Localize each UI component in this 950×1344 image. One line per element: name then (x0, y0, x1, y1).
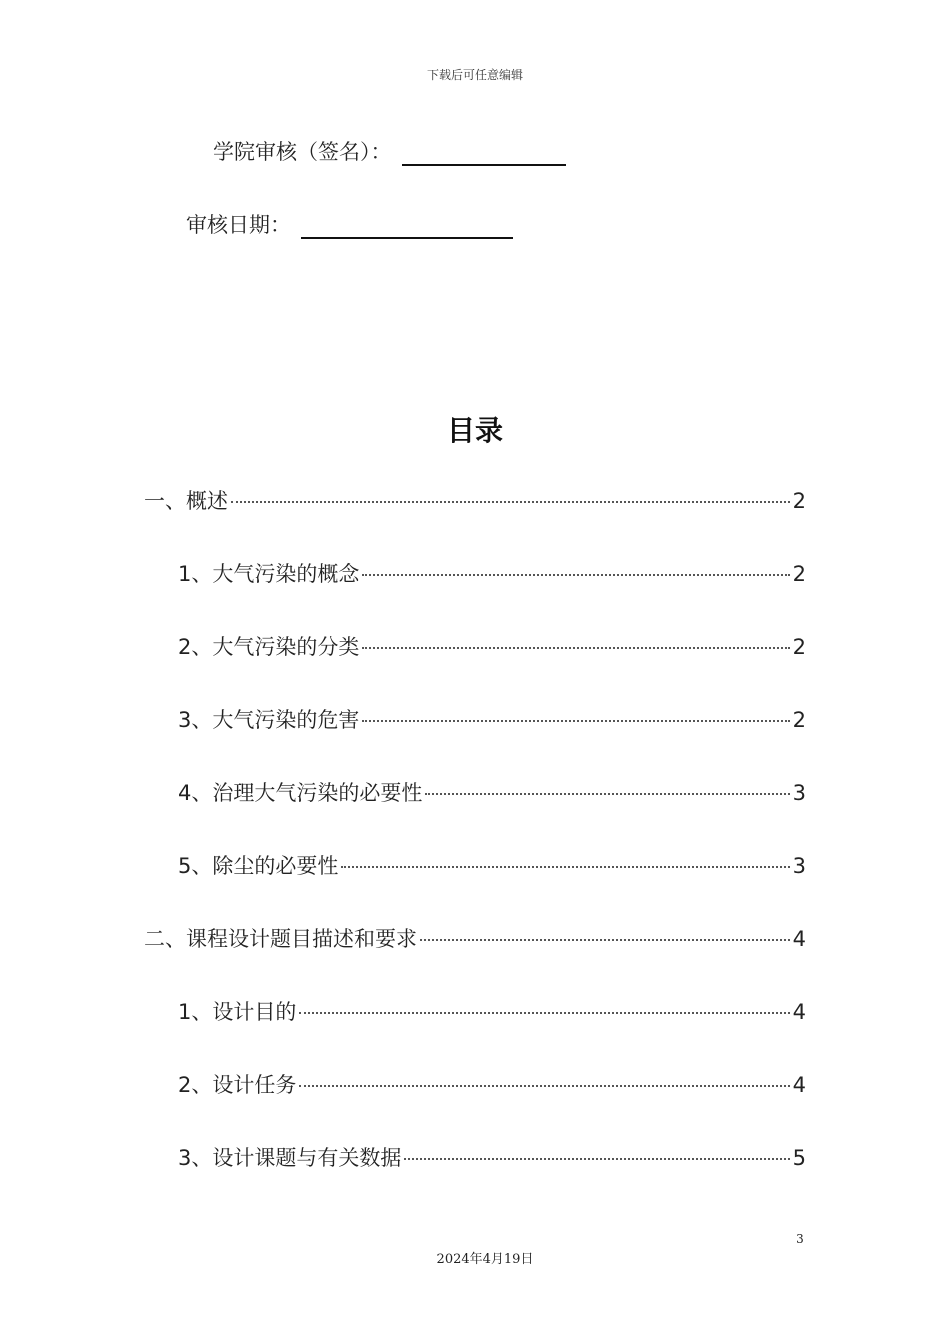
toc-entry[interactable] (178, 1142, 806, 1172)
toc-entry-page: 4 (792, 927, 806, 951)
toc-leader-dots (231, 501, 790, 503)
toc-leader-dots (362, 720, 789, 722)
toc-entry[interactable] (178, 631, 806, 661)
toc-leader-dots (299, 1085, 789, 1087)
toc-entry-page: 5 (792, 1146, 806, 1170)
toc-entry[interactable] (178, 850, 806, 880)
toc-leader-dots (420, 939, 790, 941)
toc-entry-label: 3、设计课题与有关数据 (178, 1146, 402, 1170)
toc-entry-label: 2、大气污染的分类 (178, 635, 360, 659)
review-date-line[interactable] (301, 211, 513, 239)
toc-leader-dots (362, 647, 789, 649)
toc-entry[interactable] (178, 1069, 806, 1099)
toc-entry-page: 4 (792, 1073, 806, 1097)
toc-entry[interactable] (178, 777, 806, 807)
toc-leader-dots (341, 866, 789, 868)
toc-leader-dots (299, 1012, 789, 1014)
footer-date: 2024年4月19日 (436, 1252, 534, 1267)
review-date-label: 审核日期： (186, 213, 291, 237)
toc-entry-label: 4、治理大气污染的必要性 (178, 781, 423, 805)
toc-title: 目录 (446, 414, 503, 447)
toc-entry-page: 2 (792, 489, 806, 513)
toc-entry[interactable] (178, 996, 806, 1026)
toc-entry-page: 2 (792, 635, 806, 659)
toc-entry-page: 2 (792, 708, 806, 732)
toc-entry[interactable] (178, 704, 806, 734)
review-signature-line[interactable] (402, 138, 566, 166)
review-signature-row (213, 136, 566, 166)
review-date-row (186, 209, 513, 239)
toc-entry-page: 2 (792, 562, 806, 586)
toc-leader-dots (425, 793, 789, 795)
toc-entry-page: 4 (792, 1000, 806, 1024)
toc-leader-dots (404, 1158, 789, 1160)
toc-entry-page: 3 (792, 781, 806, 805)
toc-leader-dots (362, 574, 789, 576)
toc-entry[interactable] (144, 923, 806, 953)
toc-entry-label: 2、设计任务 (178, 1073, 297, 1097)
page-number: 3 (796, 1232, 804, 1246)
toc-entry-label: 1、大气污染的概念 (178, 562, 360, 586)
toc-entry[interactable] (178, 558, 806, 588)
toc-entry-label: 3、大气污染的危害 (178, 708, 360, 732)
toc-entry-label: 一、概述 (144, 489, 228, 513)
header-note: 下载后可任意编辑 (426, 68, 523, 82)
toc-entry-label: 1、设计目的 (178, 1000, 297, 1024)
toc-entry-label: 5、除尘的必要性 (178, 854, 339, 878)
toc-entry-label: 二、课程设计题目描述和要求 (144, 927, 417, 951)
toc-entry[interactable] (144, 485, 806, 515)
review-signature-label: 学院审核（签名）： (213, 140, 392, 164)
toc-entry-page: 3 (792, 854, 806, 878)
